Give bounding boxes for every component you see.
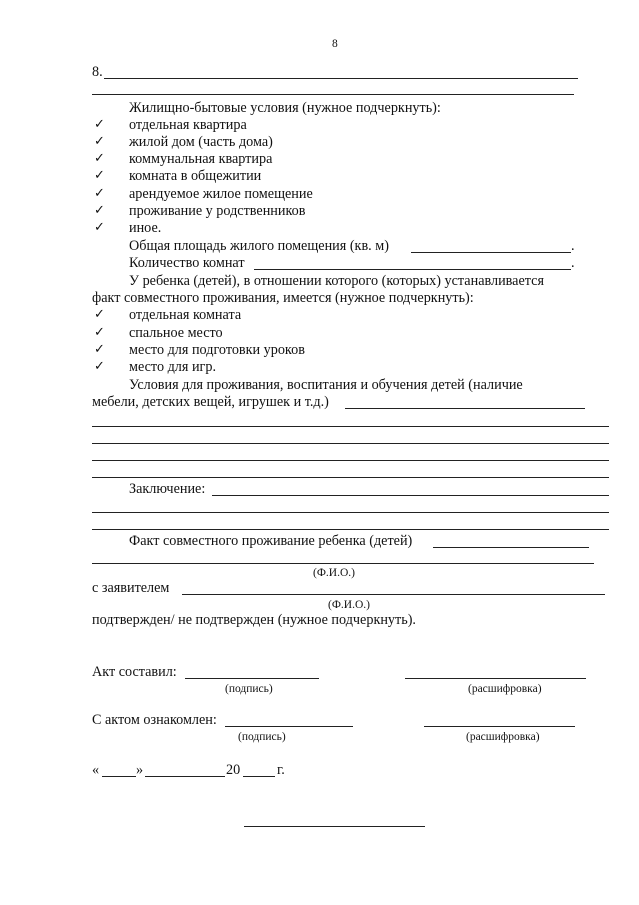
child-option: место для игр. <box>129 359 217 375</box>
date-year-field[interactable] <box>243 776 275 777</box>
checkmark-icon: ✓ <box>94 134 105 149</box>
child-option: отдельная комната <box>129 307 242 323</box>
date-year-suffix: г. <box>277 762 285 778</box>
conditions-line[interactable] <box>92 477 609 478</box>
checkmark-icon: ✓ <box>94 220 105 235</box>
living-option: арендуемое жилое помещение <box>129 186 313 202</box>
signature-caption: (подпись) <box>238 731 286 743</box>
decoding-caption: (расшифровка) <box>468 683 542 695</box>
fact-label: Факт совместного проживание ребенка (детей) <box>129 533 413 549</box>
checkmark-icon: ✓ <box>94 151 105 166</box>
child-conditions-line-2: факт совместного проживания, имеется (нужное подчеркнуть): <box>92 290 474 306</box>
conditions-text-line-2: мебели, детских вещей, игрушек и т.д.) <box>92 394 329 410</box>
signature-field[interactable] <box>185 678 319 679</box>
child-fio-line[interactable] <box>92 563 594 564</box>
child-option: спальное место <box>129 325 223 341</box>
conditions-text-line-1: Условия для проживания, воспитания и обучения детей (наличие <box>129 377 523 393</box>
conditions-line[interactable] <box>92 426 609 427</box>
item-8-line-2[interactable] <box>92 94 574 95</box>
living-option: коммунальная квартира <box>129 151 273 167</box>
rooms-end: . <box>571 255 575 271</box>
conditions-line[interactable] <box>92 443 609 444</box>
rooms-label: Количество комнат <box>129 255 245 271</box>
date-open-quote: « <box>92 762 100 778</box>
fio-caption: (Ф.И.О.) <box>328 599 370 611</box>
child-conditions-line-1: У ребенка (детей), в отношении которого (которых) устанавливается <box>129 273 544 289</box>
conclusion-field[interactable] <box>212 495 609 496</box>
area-end: . <box>571 238 575 254</box>
checkmark-icon: ✓ <box>94 307 105 322</box>
checkmark-icon: ✓ <box>94 117 105 132</box>
area-field[interactable] <box>411 252 571 253</box>
checkmark-icon: ✓ <box>94 342 105 357</box>
checkmark-icon: ✓ <box>94 168 105 183</box>
child-option: место для подготовки уроков <box>129 342 305 358</box>
rooms-field[interactable] <box>254 269 571 270</box>
applicant-field[interactable] <box>182 594 605 595</box>
living-option: жилой дом (часть дома) <box>129 134 273 150</box>
signature-field[interactable] <box>225 726 353 727</box>
confirmed-text: подтвержден/ не подтвержден (нужное подчеркнуть). <box>92 612 416 628</box>
page-number: 8 <box>332 38 338 50</box>
checkmark-icon: ✓ <box>94 359 105 374</box>
conclusion-line[interactable] <box>92 529 609 530</box>
checkmark-icon: ✓ <box>94 186 105 201</box>
conditions-line[interactable] <box>92 460 609 461</box>
living-option: комната в общежитии <box>129 168 262 184</box>
conclusion-label: Заключение: <box>129 481 206 497</box>
date-month-field[interactable] <box>145 776 225 777</box>
living-option: иное. <box>129 220 162 236</box>
familiarized-label: С актом ознакомлен: <box>92 712 217 728</box>
living-option: отдельная квартира <box>129 117 247 133</box>
date-year-prefix: 20 <box>226 762 241 778</box>
checkmark-icon: ✓ <box>94 325 105 340</box>
bottom-signature-line[interactable] <box>244 826 425 827</box>
item-number: 8. <box>92 64 103 80</box>
decoding-caption: (расшифровка) <box>466 731 540 743</box>
decoding-field[interactable] <box>405 678 586 679</box>
living-conditions-heading: Жилищно-бытовые условия (нужное подчеркнуть): <box>129 100 441 116</box>
checkmark-icon: ✓ <box>94 203 105 218</box>
item-8-line-1[interactable] <box>104 78 578 79</box>
living-option: проживание у родственников <box>129 203 306 219</box>
fact-field[interactable] <box>433 547 589 548</box>
area-label: Общая площадь жилого помещения (кв. м) <box>129 238 389 254</box>
conclusion-line[interactable] <box>92 512 609 513</box>
fio-caption: (Ф.И.О.) <box>313 567 355 579</box>
applicant-label: с заявителем <box>92 580 170 596</box>
act-compiled-label: Акт составил: <box>92 664 177 680</box>
date-close-quote: » <box>136 762 144 778</box>
date-day-field[interactable] <box>102 776 136 777</box>
signature-caption: (подпись) <box>225 683 273 695</box>
conditions-field[interactable] <box>345 408 585 409</box>
decoding-field[interactable] <box>424 726 575 727</box>
